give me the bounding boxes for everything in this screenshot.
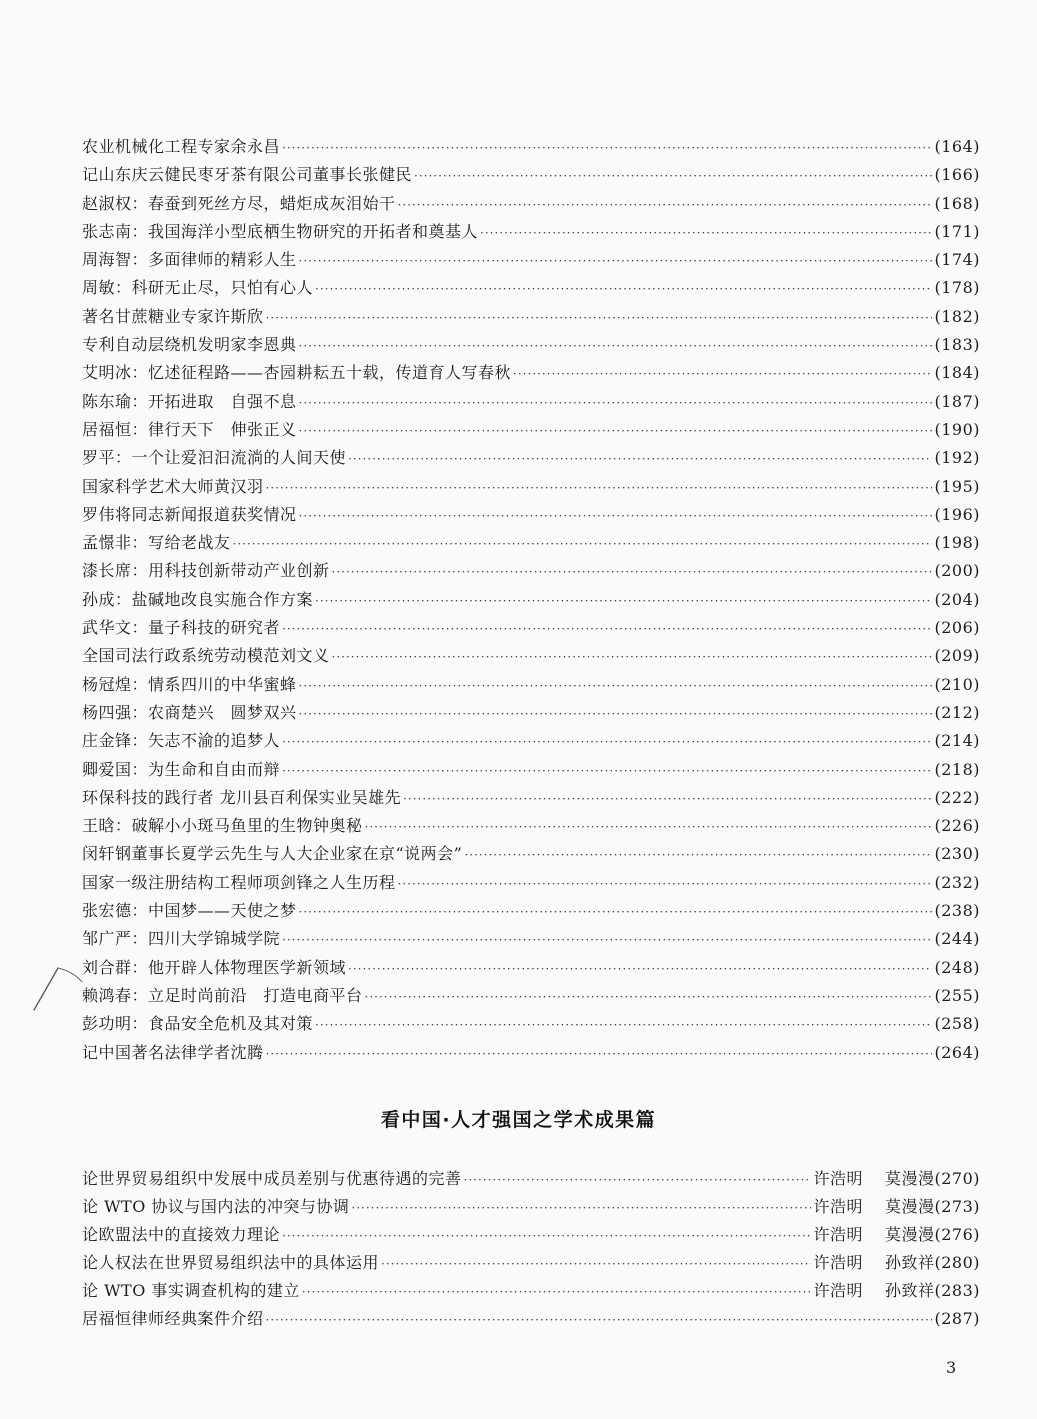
dot-leader	[464, 1166, 812, 1194]
toc-entry-page: (178)	[934, 278, 980, 298]
toc-entry-page: (258)	[934, 1014, 980, 1034]
toc-entry	[82, 982, 980, 1010]
toc-list-main	[82, 133, 980, 1067]
toc-entry-page: (232)	[934, 872, 980, 892]
toc-entry-page: 莫漫漫(270)	[884, 1169, 980, 1188]
toc-entry	[82, 1249, 980, 1277]
dot-leader	[403, 785, 932, 813]
toc-entry-page: (198)	[934, 533, 980, 553]
toc-entry-title: 赖鸿春：立足时尚前沿 打造电商平台	[82, 985, 363, 1005]
toc-entry-title: 艾明冰：忆述征程路——杏园耕耘五十载，传道育人写春秋	[82, 363, 512, 383]
toc-entry-author: 许浩明	[813, 1225, 863, 1244]
toc-entry-page: (264)	[934, 1042, 980, 1062]
dot-leader	[266, 304, 933, 332]
toc-entry-title: 闵轩钢董事长夏学云先生与人大企业家在京“说两会”	[82, 844, 463, 864]
toc-entry-page: (182)	[934, 306, 980, 326]
dot-leader	[299, 672, 933, 700]
toc-entry-author: 许浩明	[813, 1253, 863, 1272]
toc-entry-page: 莫漫漫(276)	[884, 1225, 980, 1244]
toc-entry-page: (164)	[934, 137, 980, 156]
toc-entry	[82, 784, 980, 812]
dot-leader	[299, 417, 933, 445]
dot-leader	[398, 870, 933, 898]
toc-entry-author: 许浩明	[813, 1197, 863, 1216]
dot-leader	[302, 1278, 812, 1306]
dot-leader	[332, 643, 933, 671]
toc-entry-page: (248)	[934, 957, 980, 977]
toc-entry-title: 居福恒律师经典案件介绍	[82, 1309, 264, 1328]
toc-entry-title: 论人权法在世界贸易组织法中的具体运用	[82, 1253, 380, 1272]
toc-entry	[82, 416, 980, 444]
toc-entry-page: (190)	[934, 419, 980, 439]
toc-entry	[82, 1193, 980, 1221]
toc-entry-title: 论世界贸易组织中发展中成员差别与优惠待遇的完善	[82, 1169, 462, 1188]
toc-entry-author: 许浩明	[813, 1169, 863, 1188]
dot-leader	[315, 587, 932, 615]
toc-entry-title: 论 WTO 事实调查机构的建立	[82, 1281, 300, 1300]
toc-entry	[82, 642, 980, 670]
toc-entry	[82, 303, 980, 331]
toc-entry	[82, 1010, 980, 1038]
toc-entry-title: 漆长席：用科技创新带动产业创新	[82, 561, 330, 581]
dot-leader	[233, 530, 933, 558]
toc-entry	[82, 473, 980, 501]
toc-entry-title: 卿爱国：为生命和自由而辩	[82, 759, 281, 779]
toc-entry-title: 庄金锋：矢志不渝的追梦人	[82, 731, 281, 751]
toc-entry-page: (226)	[934, 816, 980, 836]
dot-leader	[282, 615, 932, 643]
toc-entry-page: (183)	[934, 335, 980, 355]
toc-entry-title: 赵淑权：春蚕到死丝方尽，蜡炬成灰泪始干	[82, 193, 396, 213]
toc-entry	[82, 897, 980, 925]
toc-entry-page: (192)	[934, 448, 980, 468]
dot-leader	[282, 757, 932, 785]
toc-entry-title: 刘合群：他开辟人体物理医学新领域	[82, 957, 347, 977]
toc-entry-title: 孙成：盐碱地改良实施合作方案	[82, 589, 314, 609]
toc-entry-title: 居福恒：律行天下 伸张正义	[82, 419, 297, 439]
toc-entry-page: (287)	[934, 1309, 980, 1328]
toc-entry-title: 王晗：破解小小斑马鱼里的生物钟奥秘	[82, 816, 363, 836]
toc-entry	[82, 557, 980, 585]
dot-leader	[315, 275, 932, 303]
toc-entry	[82, 359, 980, 387]
toc-entry-page: (206)	[934, 618, 980, 638]
toc-entry	[82, 586, 980, 614]
toc-entry	[82, 954, 980, 982]
toc-entry	[82, 840, 980, 868]
toc-entry-page: (200)	[934, 561, 980, 581]
dot-leader	[299, 898, 933, 926]
toc-entry-page: (171)	[934, 221, 980, 241]
toc-entry-title: 彭功明：食品安全危机及其对策	[82, 1014, 314, 1034]
page-number: 3	[946, 1358, 957, 1377]
toc-entry-page: (244)	[934, 929, 980, 949]
toc-entry	[82, 388, 980, 416]
toc-entry-page: 孙致祥(280)	[884, 1253, 980, 1272]
toc-entry-title: 张志南：我国海洋小型底栖生物研究的开拓者和奠基人	[82, 221, 479, 241]
toc-entry	[82, 869, 980, 897]
toc-entry-page: (210)	[934, 674, 980, 694]
toc-entry-title: 张宏德：中国梦——天使之梦	[82, 901, 297, 921]
toc-entry	[82, 812, 980, 840]
toc-entry-page: (209)	[934, 646, 980, 666]
toc-entry-title: 国家科学艺术大师黄汉羽	[82, 476, 264, 496]
toc-entry	[82, 1165, 980, 1193]
toc-entry-title: 论 WTO 协议与国内法的冲突与协调	[82, 1197, 350, 1216]
dot-leader	[414, 162, 932, 190]
toc-entry	[82, 246, 980, 274]
dot-leader	[282, 926, 932, 954]
toc-entry-page: (195)	[934, 476, 980, 496]
dot-leader	[266, 1306, 933, 1334]
toc-entry-page: (184)	[934, 363, 980, 383]
toc-entry-title: 周海智：多面律师的精彩人生	[82, 250, 297, 270]
dot-leader	[282, 134, 932, 162]
dot-leader	[348, 955, 932, 983]
dot-leader	[398, 191, 933, 219]
dot-leader	[266, 1040, 933, 1068]
toc-entry-title: 记中国著名法律学者沈腾	[82, 1042, 264, 1062]
toc-entry	[82, 614, 980, 642]
dot-leader	[365, 983, 933, 1011]
dot-leader	[299, 389, 933, 417]
handwritten-check-icon	[30, 960, 90, 1020]
toc-entry-page: (166)	[934, 165, 980, 185]
toc-entry-page: (204)	[934, 589, 980, 609]
toc-entry	[82, 1039, 980, 1067]
toc-entry-title: 罗平：一个让爱汩汩流淌的人间天使	[82, 448, 347, 468]
toc-entry-title: 著名甘蔗糖业专家许斯欣	[82, 306, 264, 326]
toc-entry-page: (196)	[934, 504, 980, 524]
dot-leader	[513, 360, 932, 388]
toc-entry	[82, 699, 980, 727]
dot-leader	[282, 728, 932, 756]
toc-list-academic	[82, 1165, 980, 1333]
dot-leader	[266, 474, 933, 502]
toc-entry	[82, 133, 980, 161]
dot-leader	[315, 1011, 932, 1039]
toc-entry-page: (222)	[934, 787, 980, 807]
toc-entry	[82, 190, 980, 218]
toc-entry	[82, 161, 980, 189]
toc-entry	[82, 529, 980, 557]
toc-entry	[82, 671, 980, 699]
toc-entry-title: 邹广严：四川大学锦城学院	[82, 929, 281, 949]
toc-entry-page: (218)	[934, 759, 980, 779]
toc-entry	[82, 756, 980, 784]
toc-entry	[82, 501, 980, 529]
dot-leader	[351, 1194, 811, 1222]
toc-entry-author: 许浩明	[813, 1281, 863, 1300]
dot-leader	[365, 813, 933, 841]
toc-entry-page: (238)	[934, 901, 980, 921]
toc-entry	[82, 727, 980, 755]
toc-entry	[82, 1305, 980, 1333]
toc-entry-title: 孟憬非：写给老战友	[82, 533, 231, 553]
toc-entry-title: 环保科技的践行者 龙川县百利保实业吴雄先	[82, 787, 402, 807]
toc-entry-page: (174)	[934, 250, 980, 270]
toc-entry	[82, 331, 980, 359]
toc-entry-page: (255)	[934, 985, 980, 1005]
toc-entry-title: 记山东庆云健民枣牙茶有限公司董事长张健民	[82, 165, 413, 185]
toc-entry-title: 武华文：量子科技的研究者	[82, 618, 281, 638]
dot-leader	[299, 247, 933, 275]
toc-entry	[82, 1277, 980, 1305]
toc-entry-title: 陈东瑜：开拓进取 自强不息	[82, 391, 297, 411]
toc-entry-title: 农业机械化工程专家余永昌	[82, 137, 281, 156]
toc-entry	[82, 925, 980, 953]
dot-leader	[464, 841, 932, 869]
toc-entry-page: (230)	[934, 844, 980, 864]
toc-entry-title: 国家一级注册结构工程师项剑锋之人生历程	[82, 872, 396, 892]
toc-entry-title: 杨四强：农商楚兴 圆梦双兴	[82, 702, 297, 722]
dot-leader	[381, 1250, 811, 1278]
dot-leader	[299, 332, 933, 360]
toc-entry-page: (214)	[934, 731, 980, 751]
toc-entry	[82, 444, 980, 472]
dot-leader	[282, 1222, 811, 1250]
toc-entry-page: (212)	[934, 702, 980, 722]
toc-entry-page: (187)	[934, 391, 980, 411]
toc-entry	[82, 1221, 980, 1249]
toc-entry-page: 孙致祥(283)	[884, 1281, 980, 1300]
toc-entry	[82, 274, 980, 302]
dot-leader	[299, 700, 933, 728]
toc-entry-page: 莫漫漫(273)	[884, 1197, 980, 1216]
dot-leader	[480, 219, 932, 247]
toc-entry-title: 罗伟将同志新闻报道获奖情况	[82, 504, 297, 524]
toc-entry-title: 全国司法行政系统劳动模范刘文义	[82, 646, 330, 666]
toc-entry-title: 杨冠煌：情系四川的中华蜜蜂	[82, 674, 297, 694]
toc-entry-title: 周敏：科研无止尽，只怕有心人	[82, 278, 314, 298]
toc-entry	[82, 218, 980, 246]
dot-leader	[332, 558, 933, 586]
toc-entry-title: 专利自动层绕机发明家李恩典	[82, 335, 297, 355]
dot-leader	[299, 502, 933, 530]
toc-entry-title: 论欧盟法中的直接效力理论	[82, 1225, 281, 1244]
section-title: 看中国·人才强国之学术成果篇	[380, 1109, 657, 1131]
dot-leader	[348, 445, 932, 473]
toc-entry-page: (168)	[934, 193, 980, 213]
